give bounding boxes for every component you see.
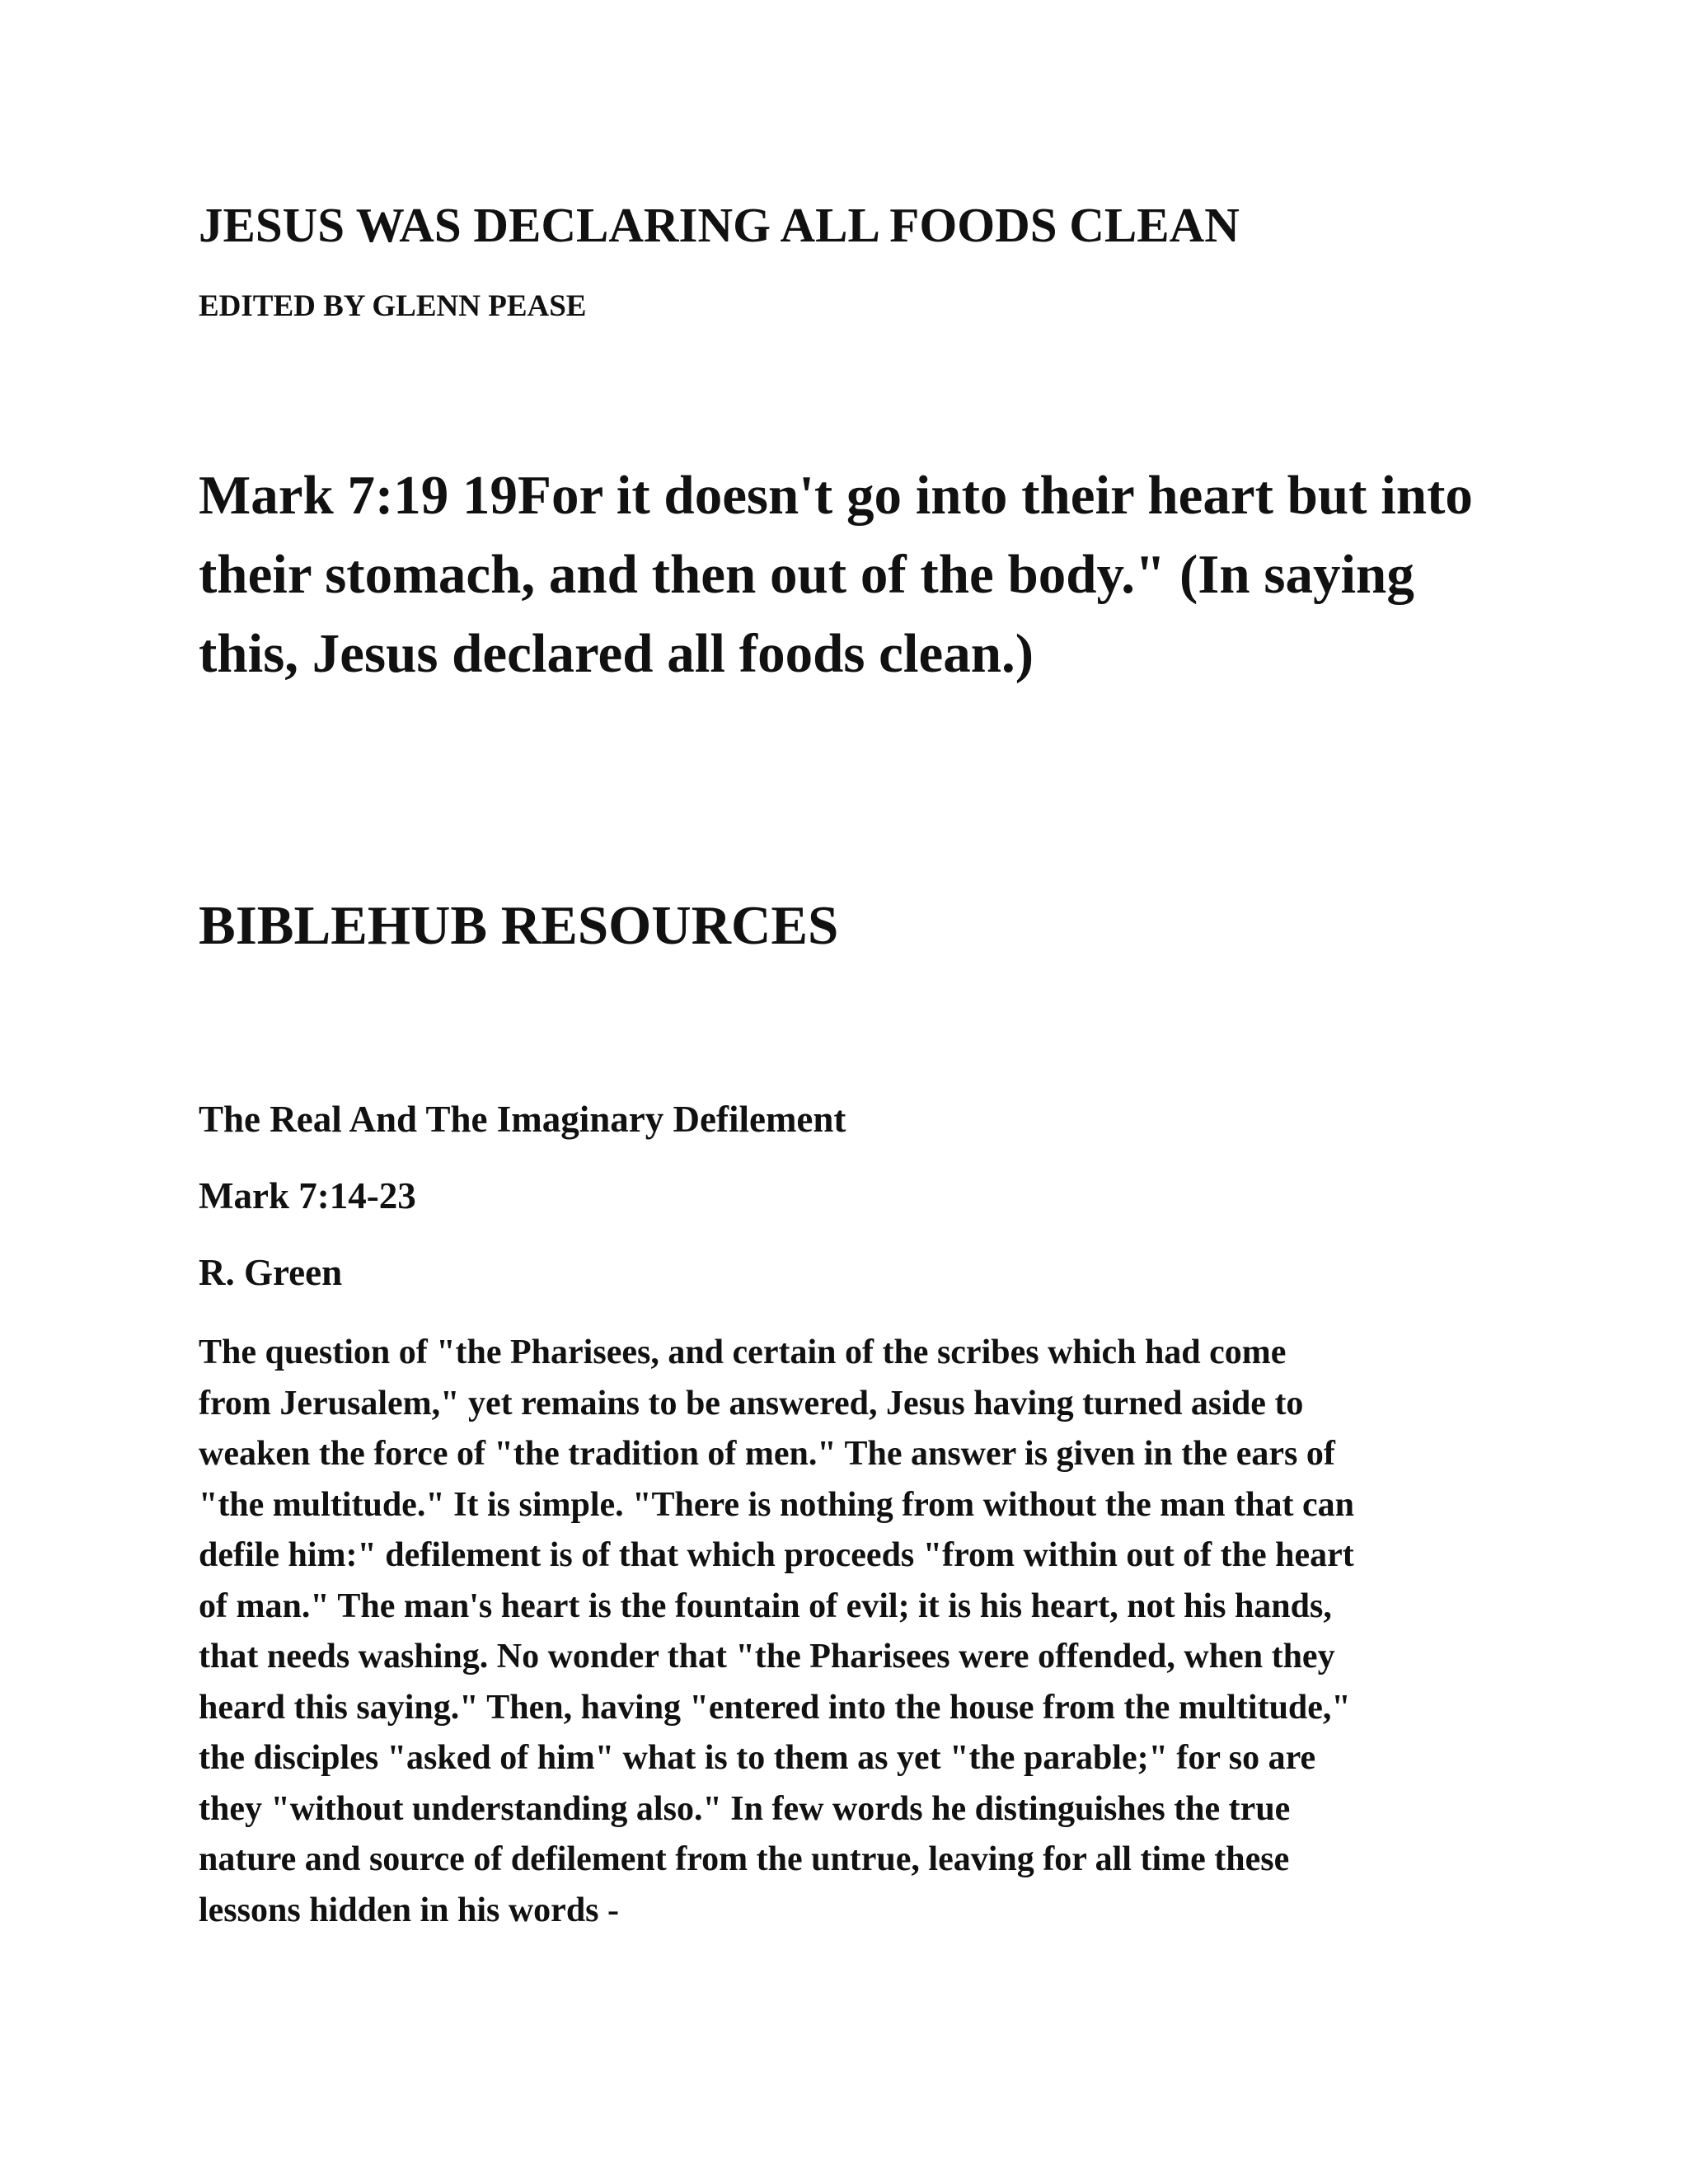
body-line: of man." The man's heart is the fountain of evil; it is his heart, not his hands, [199, 1586, 1332, 1625]
section-title: The Real And The Imaginary Defilement [199, 1099, 846, 1140]
body-line: that needs washing. No wonder that "the Pharisees were offended, when they [199, 1638, 1335, 1675]
verse-line: their stomach, and then out of the body." (In saying [199, 544, 1414, 605]
body-line: defile him:" defilement is of that which proceeds "from within out of the heart [199, 1536, 1354, 1574]
body-line: they "without understanding also." In few words he distinguishes the true [199, 1789, 1291, 1828]
verse-line: Mark 7:19 19For it doesn't go into their heart but into [199, 465, 1473, 526]
editor-credit: EDITED BY GLENN PEASE [199, 289, 587, 323]
body-line: weaken the force of "the tradition of men." The answer is given in the ears of [199, 1435, 1335, 1473]
resources-heading: BIBLEHUB RESOURCES [199, 895, 839, 956]
verse-line: this, Jesus declared all foods clean.) [199, 623, 1034, 684]
body-line: from Jerusalem," yet remains to be answered, Jesus having turned aside to [199, 1384, 1304, 1422]
section-author: R. Green [199, 1252, 343, 1293]
body-line: nature and source of defilement from the untrue, leaving for all time these [199, 1840, 1290, 1878]
body-line: heard this saying." Then, having "entered into the house from the multitude," [199, 1688, 1351, 1727]
body-line: lessons hidden in his words - [199, 1891, 620, 1929]
body-line: the disciples "asked of him" what is to them as yet "the parable;" for so are [199, 1739, 1316, 1777]
verse-quote [199, 456, 1583, 693]
body-line: The question of "the Pharisees, and certain of the scribes which had come [199, 1333, 1287, 1371]
section-reference: Mark 7:14-23 [199, 1175, 416, 1216]
document-title: JESUS WAS DECLARING ALL FOODS CLEAN [199, 198, 1240, 252]
section-body [199, 1328, 1501, 1936]
body-line: "the multitude." It is simple. "There is nothing from without the man that can [199, 1485, 1354, 1524]
